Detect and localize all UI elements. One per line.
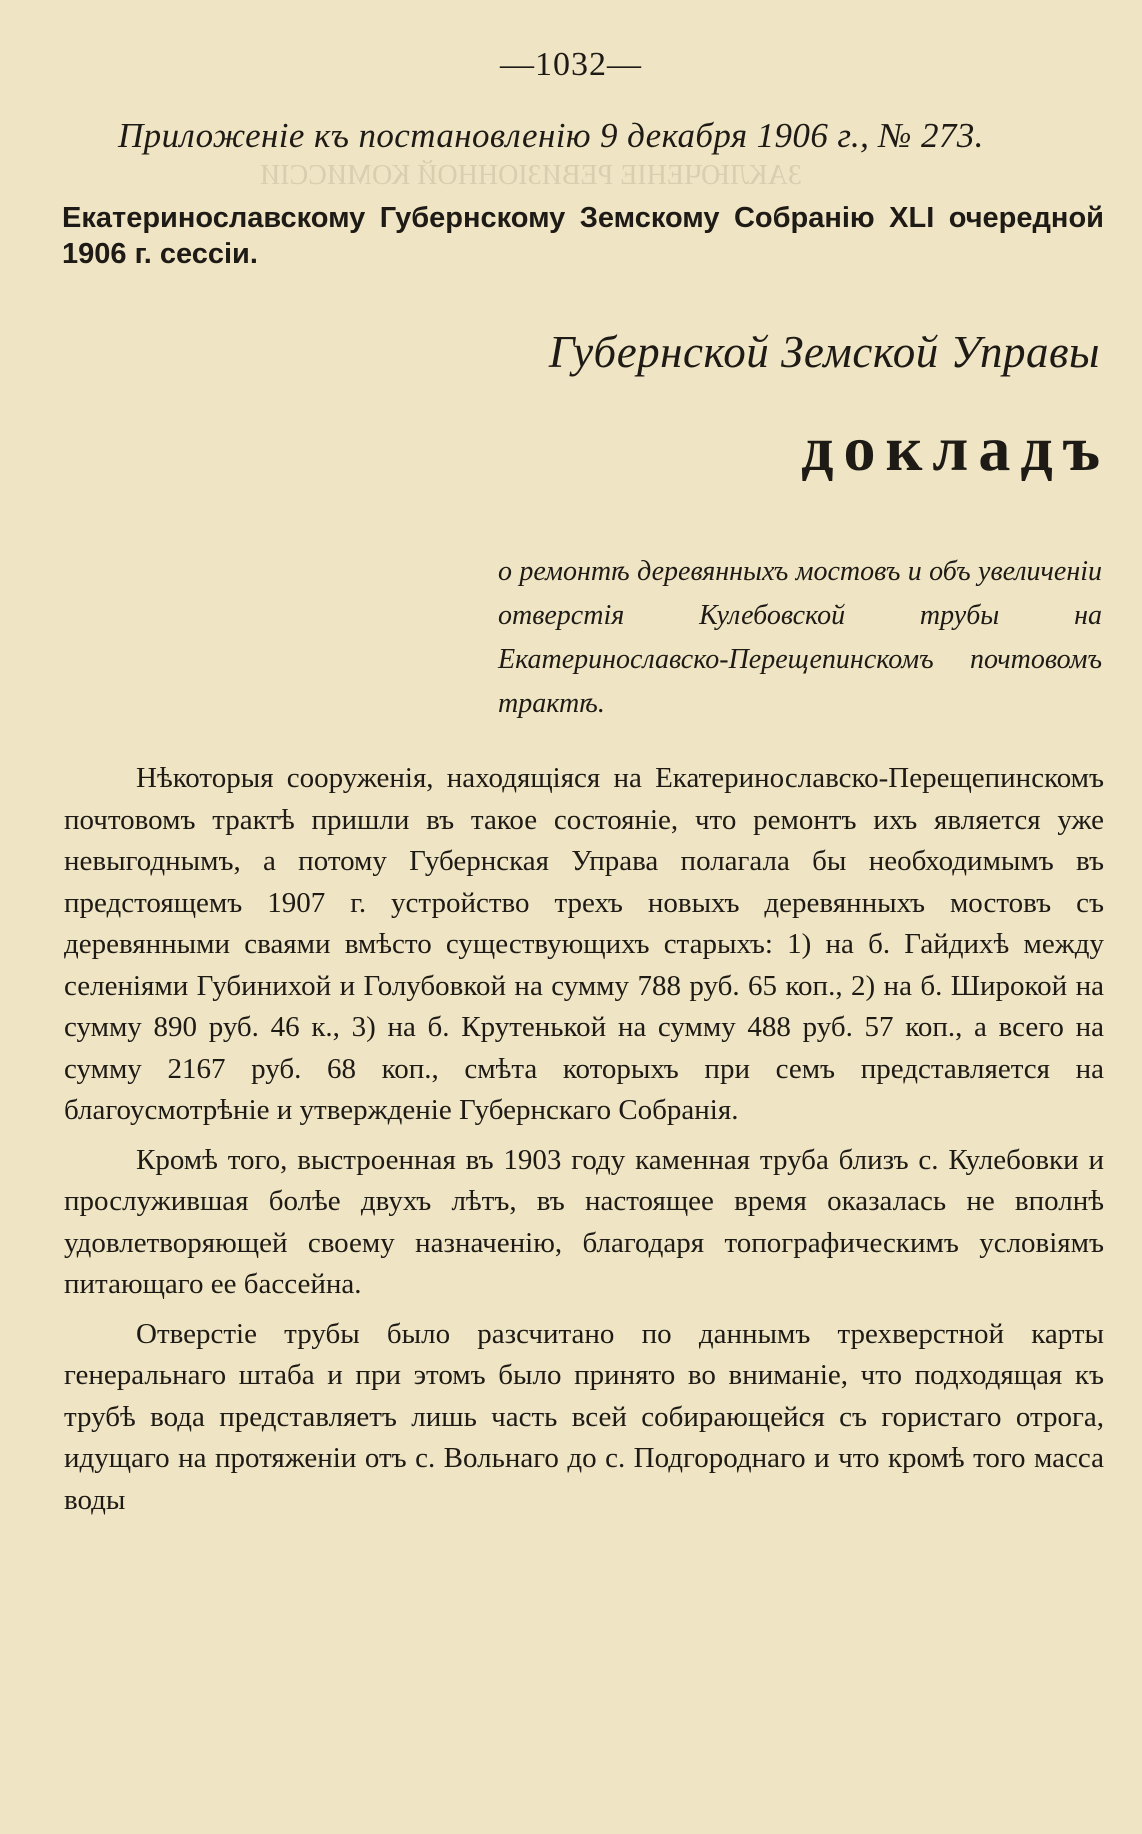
paragraph: Отверстіе трубы было разсчитано по даннымъ трехверстной карты генеральнаго штаба и при этомъ было принято во вниманіе, что подходящая къ трубѣ вода представляетъ лишь часть всей собирающейся съ гористаго отрога, идущаго на протяженіи отъ с. Вольнаго до с. Подгороднаго и что кромѣ того масса воды bbox=[64, 1317, 1104, 1516]
main-text bbox=[64, 758, 1104, 1529]
appendix-note: Приложеніе къ постановленію 9 декабря 1906 г., № 273. bbox=[118, 116, 984, 155]
page-number: —1032— bbox=[500, 46, 642, 83]
report-subject: о ремонтѣ деревянныхъ мостовъ и объ увеличеніи отверстія Кулебовской трубы на Екатеринославско-Перещепинскомъ почтовомъ трактѣ. bbox=[498, 556, 1102, 719]
bleed-through-text: ЗАКЛЮЧЕНІЕ РЕВИЗІОННОЙ КОМИССІИ bbox=[260, 160, 802, 191]
paragraph: Нѣкоторыя сооруженія, находящіяся на Екатеринославско-Перещепинскомъ почтовомъ трактѣ пришли въ такое состояніе, что ремонтъ ихъ является уже невыгоднымъ, а потому Губернская Управа полагала бы необходимымъ въ предстоящемъ 1907 г. устройство трехъ новыхъ деревянныхъ мостовъ съ деревянными сваями вмѣсто существующихъ старыхъ: 1) на б. Гайдихѣ между селеніями Губинихой и Голубовкой на сумму 788 руб. 65 коп., 2) на б. Широкой на сумму 890 руб. 46 к., 3) на б. Крутенькой на сумму 488 руб. 57 коп., а всего на сумму 2167 руб. 68 коп., смѣта которыхъ при семъ представляется на благоусмотрѣніе и утвержденіе Губернскаго Собранія. bbox=[64, 762, 1104, 1126]
report-heading: докладъ bbox=[801, 413, 1110, 484]
paragraph: Кромѣ того, выстроенная въ 1903 году каменная труба близъ с. Кулебовки и прослужившая болѣе двухъ лѣтъ, въ настоящее время оказалась не вполнѣ удовлетворяющей своему назначенію, благодаря топографическимъ условіямъ питающаго ее бассейна. bbox=[64, 1143, 1104, 1300]
addressee: Екатеринославскому Губернскому Земскому Собранію XLI очередной 1906 г. сессіи. bbox=[62, 202, 1104, 270]
issuing-body-title: Губернской Земской Управы bbox=[548, 327, 1100, 377]
